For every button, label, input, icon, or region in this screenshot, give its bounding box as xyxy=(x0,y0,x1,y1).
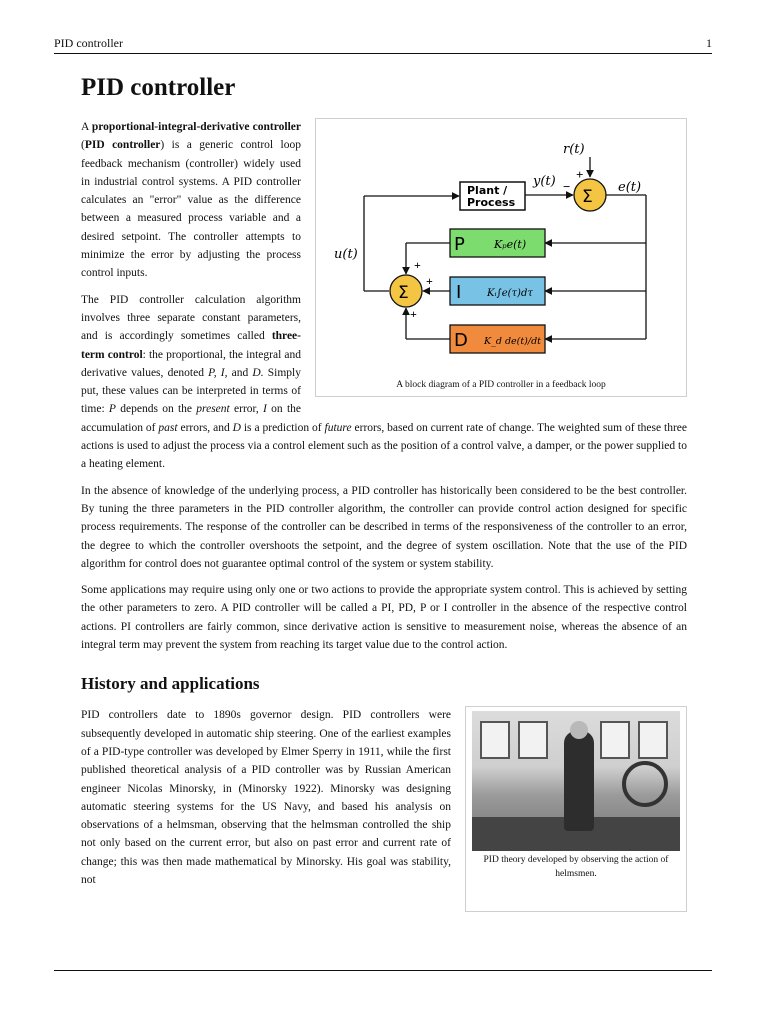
tuning-paragraph: In the absence of knowledge of the underlying process, a PID controller has historically been considered to be the best controller. By tuning the three parameters in the PID controller algorithm, the controller can provide control action designed for specific process requirements. The response of the controller can be described in terms of the responsiveness of the controller to an error, the degree to which the controller overshoots the setpoint, and the degree of system oscillation. Note that the use of the PID algorithm for control does not guarantee optimal control of the system or system stability. xyxy=(81,484,687,570)
sum2-plus-bottom: + xyxy=(410,307,417,321)
d-label: D xyxy=(454,330,468,351)
p-expression: Kₚe(t) xyxy=(494,238,527,251)
sum1-minus: − xyxy=(563,179,571,194)
label-y: y(t) xyxy=(533,174,556,189)
figure-caption-block-diagram: A block diagram of a PID controller in a feedback loop xyxy=(396,380,606,390)
running-title: PID controller xyxy=(54,36,123,50)
sum1-sigma: Σ xyxy=(582,187,593,207)
section-heading-history: History and applications xyxy=(81,674,260,694)
sum1-plus: + xyxy=(576,167,584,182)
sum2-plus-mid: + xyxy=(426,274,433,288)
label-e: e(t) xyxy=(618,180,642,195)
footer-rule xyxy=(54,970,712,971)
running-header xyxy=(54,36,712,54)
intro-paragraph: A proportional-integral-derivative controller (PID controller) is a generic control loop feedback mechanism (controller) widely used in industrial control systems. A PID controller calculates an "error" value as the difference between a measured process variable and a desired setpoint. The controller attempts to minimize the error by adjusting the process control inputs. xyxy=(81,121,301,280)
figure-block-diagram xyxy=(315,118,687,397)
pid-block-diagram[interactable] xyxy=(320,123,682,371)
page-number: 1 xyxy=(706,36,712,50)
i-label: I xyxy=(456,282,462,303)
i-expression: Kᵢ∫e(τ)dτ xyxy=(487,288,533,299)
label-u: u(t) xyxy=(334,247,358,262)
label-r: r(t) xyxy=(563,142,585,157)
history-paragraph: PID controllers date to 1890s governor design. PID controllers were subsequently developed in automatic ship steering. One of the earliest examples of a PID-type controller was developed by Elmer Sperry in 1911, while the first published theoretical analysis of a PID controller was by Russian American engineer Nicolas Minorsky, in (Minorsky 1922). Minorsky was designing automatic steering systems for the US Navy, and based his analysis on observations of a helmsman, observing that the helmsman controlled the ship not only based on the current error, but also on past error and current rate of change; this was then made mathematical by Minorsky. His goal was stability, not xyxy=(81,709,451,886)
d-expression: K_d de(t)/dt xyxy=(484,336,541,347)
sum2-sigma: Σ xyxy=(398,283,409,303)
plant-label-line2: Process xyxy=(467,196,516,209)
sum2-plus-top: + xyxy=(414,258,421,272)
applications-paragraph: Some applications may require using only one or two actions to provide the appropriate system control. This is achieved by setting the other parameters to zero. A PID controller will be called a PI, PD, P or I controller in the absence of the respective control actions. PI controllers are fairly common, since derivative action is sensitive to measurement noise, whereas the absence of an integral term may prevent the system from reaching its target value due to the control action. xyxy=(81,584,687,652)
helmsman-photo xyxy=(472,711,680,851)
article-body xyxy=(81,72,687,918)
p-label: P xyxy=(454,234,465,255)
page-title: PID controller xyxy=(81,74,236,101)
figure-caption-helmsman: PID theory developed by observing the action of helmsmen. xyxy=(483,855,669,880)
plant-label-line1: Plant / xyxy=(467,184,508,197)
algorithm-paragraph: The PID controller calculation algorithm involves three separate constant parameters, and is accordingly sometimes called three-term control: the proportional, the integral and derivative values, denoted P, I, and D. Simply put, these values can be interpreted in terms of time: P depends on the present error, I on the accumulation of past errors, and D is a prediction of future errors, based on current rate of change. The weighted sum of these three actions is used to adjust the process via a control element such as the position of a control valve, a damper, or the power supplied to a heating element. xyxy=(81,293,687,471)
figure-helmsman xyxy=(465,706,687,912)
